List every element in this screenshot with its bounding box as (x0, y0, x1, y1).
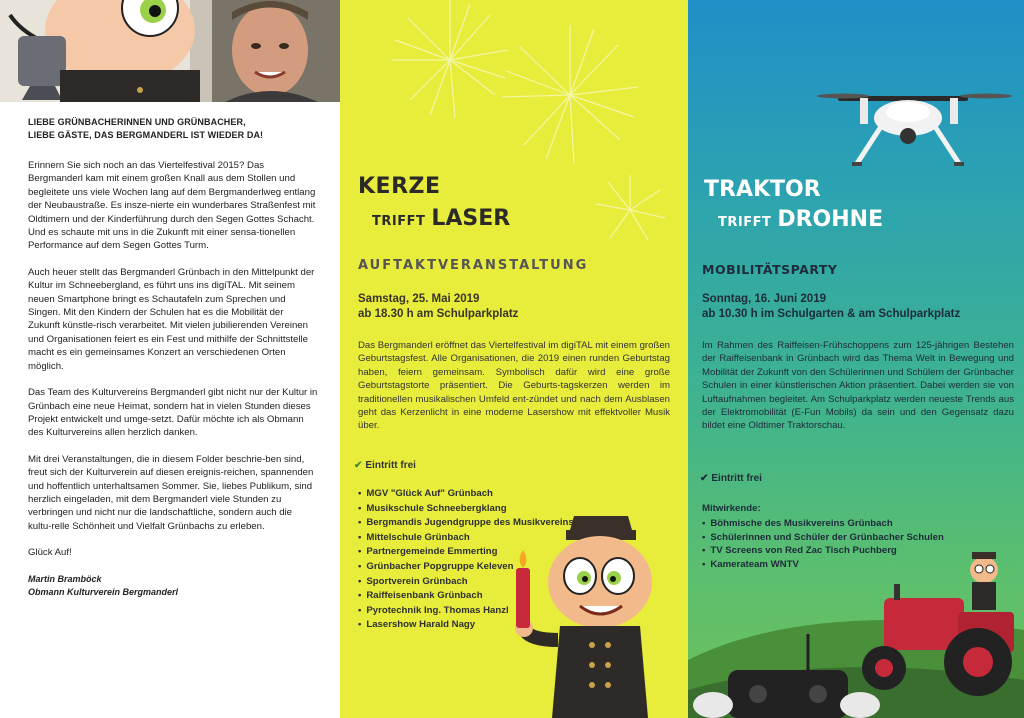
drone-icon (817, 94, 1012, 167)
event-description: Im Rahmen des Raiffeisen-Frühschoppens zum 125-jährigen Bestehen der Raiffeisenbank in Grünbach wird das Thema Welt in Bewegung und Mobilität der Zukunft von den Schülerinnen und Schülern der Grünbacher Schulen in einer künstlerischen Aktion präsentiert. Dabei werden sie von Luftaufnahmen begleitet. Am Schulparkplatz werden neueste Trends aus der Elektromobilität (E-Fun Mobils) da sein und den Gegensatz dazu bildet eine Oldtimer Traktorschau. (702, 340, 1014, 432)
list-item: • Sportverein Grünbach (358, 575, 574, 590)
title-connector: TRIFFT (718, 215, 772, 230)
title-connector: TRIFFT (372, 214, 426, 229)
event-title-line-2 (372, 206, 510, 231)
signature-name: Martin Bramböck (28, 573, 102, 584)
admission-free (354, 460, 416, 471)
event-traktor-trifft-drohne (688, 0, 1024, 718)
participant-list (358, 487, 574, 633)
check-icon: ✔ (354, 460, 363, 471)
welcome-letter (28, 116, 318, 599)
list-item: • Schülerinnen und Schüler der Grünbacher Schulen (702, 531, 944, 545)
title-word-traktor: TRAKTOR (704, 177, 821, 202)
list-item: • Mittelschule Grünbach (358, 531, 574, 546)
list-item: • Böhmische des Musikvereins Grünbach (702, 517, 944, 531)
letter-paragraph: Mit drei Veranstaltungen, die in diesem Folder beschrie-ben sind, freut sich der Kulturverein auf diesen ereignis-reichen, spannenden und hoffentlich unterhaltsamen Sommer. Sie, liebes Publikum, sind herzlich eingeladen, mit dem Bergmanderl viele Stunden zu verbringen und nicht nur die landschaftliche, sondern auch die kultu-relle Schönheit und Vielfalt Grünbachs zu erleben. (28, 453, 314, 532)
list-item: • Kamerateam WNTV (702, 558, 944, 572)
event-description: Das Bergmanderl eröffnet das Viertelfestival im digiTAL mit einem großen Geburtstagsfest. Alle Organisationen, die 2019 einen runden Geburtstag haben, feiern gemeinsam. Symbolisch dafür wird eine große Geburtstagstorte präsentiert. Die Geburts-tagskerzen werden im traditionellen musikalischen Umfeld ent-zündet und nach dem Ausblasen geht das Kerzenlicht in eine moderne Lasershow mit effektvoller Musik über. (358, 340, 670, 432)
event-subtitle: AUFTAKTVERANSTALTUNG (358, 258, 589, 273)
admission-free (700, 473, 762, 484)
letter-paragraph: Erinnern Sie sich noch an das Viertelfestival 2015? Das Bergmanderl kam mit einem großen Knall aus dem Stollen und begleitete uns viele Wochen lang auf dem Bergmanderlweg entlang der Neubaustraße. Es insze-nierte ein wunderbares Straßenfest mit Oldtimern und der Kinderführung durch den Segen Gottes Schacht. Und es schaute mit uns in die Zukunft mit einer sensa-tionellen Performance auf dem Segen Gottes Turm. (28, 160, 316, 252)
event-subtitle: MOBILITÄTSPARTY (702, 262, 838, 277)
check-icon: ✔ (700, 473, 709, 484)
event-date (358, 292, 518, 322)
event-date-day: Sonntag, 16. Juni 2019 (702, 293, 826, 305)
event-date-day: Samstag, 25. Mai 2019 (358, 293, 480, 305)
bergmanderl-and-portrait-illustration (0, 0, 340, 102)
signature-role: Obmann Kulturverein Bergmanderl (28, 586, 179, 597)
event-date-time-place: ab 10.30 h im Schulgarten & am Schulparkplatz (702, 308, 961, 320)
greeting-line-1: LIEBE GRÜNBACHERINNEN UND GRÜNBACHER, (28, 117, 246, 127)
event-title-line-1 (704, 177, 821, 202)
list-item: • Pyrotechnik Ing. Thomas Hanzl (358, 604, 574, 619)
event-title-line-1 (358, 174, 441, 199)
list-item: • Grünbacher Popgruppe Keleven (358, 560, 574, 575)
letter-paragraph: Auch heuer stellt das Bergmanderl Grünbach in den Mittelpunkt der Kultur im Schneebergland, es führt uns ins digiTAL. Mit seinem neuen Smartphone bringt es Schautafeln zum Sprechen und Singen. Mit den Kindern der Schulen hat es die Mobilität der Zukunft künstle-risch verarbeitet. Mit vielen jubilierenden Vereinen und Organisationen feiert es ein Fest und mithilfe der Schnittstelle macht es ein gemeinsames Konzert an verschiedenen Orten möglich. (28, 266, 315, 372)
title-word-drohne: DROHNE (777, 207, 884, 232)
closing-salutation: Glück Auf! (28, 547, 72, 559)
event-date-time-place: ab 18.30 h am Schulparkplatz (358, 308, 519, 320)
list-item: • MGV "Glück Auf" Grünbach (358, 487, 574, 502)
list-item: • TV Screens von Red Zac Tisch Puchberg (702, 544, 944, 558)
list-item: • Bergmandis Jugendgruppe des Musikvereins (358, 516, 574, 531)
list-item: • Musikschule Schneebergklang (358, 502, 574, 517)
greeting-line-2: LIEBE GÄSTE, DAS BERGMANDERL IST WIEDER DA! (28, 130, 264, 140)
admission-label: Eintritt frei (365, 460, 416, 471)
letter-paragraph: Das Team des Kulturvereins Bergmanderl gibt nicht nur der Kultur in Grünbach eine neue Heimat, sondern hat in vielen Stunden dieses Projekt entwickelt und umge-setzt. Dafür möchte ich als Obmann des Kulturvereins allen herzlich danken. (28, 387, 318, 439)
participant-list (702, 517, 944, 571)
list-item: • Raiffeisenbank Grünbach (358, 589, 574, 604)
header-photo (0, 0, 340, 102)
participants-heading: Mitwirkende: (702, 503, 761, 514)
title-word-kerze: KERZE (358, 174, 441, 199)
event-title-line-2 (718, 207, 883, 232)
list-item: • Partnergemeinde Emmerting (358, 545, 574, 560)
admission-label: Eintritt frei (711, 473, 762, 484)
event-date (702, 292, 960, 322)
greeting-heading (28, 116, 318, 142)
welcome-column (0, 0, 340, 718)
list-item: • Lasershow Harald Nagy (358, 618, 574, 633)
title-word-laser: LASER (431, 206, 511, 231)
event-kerze-trifft-laser (340, 0, 688, 718)
